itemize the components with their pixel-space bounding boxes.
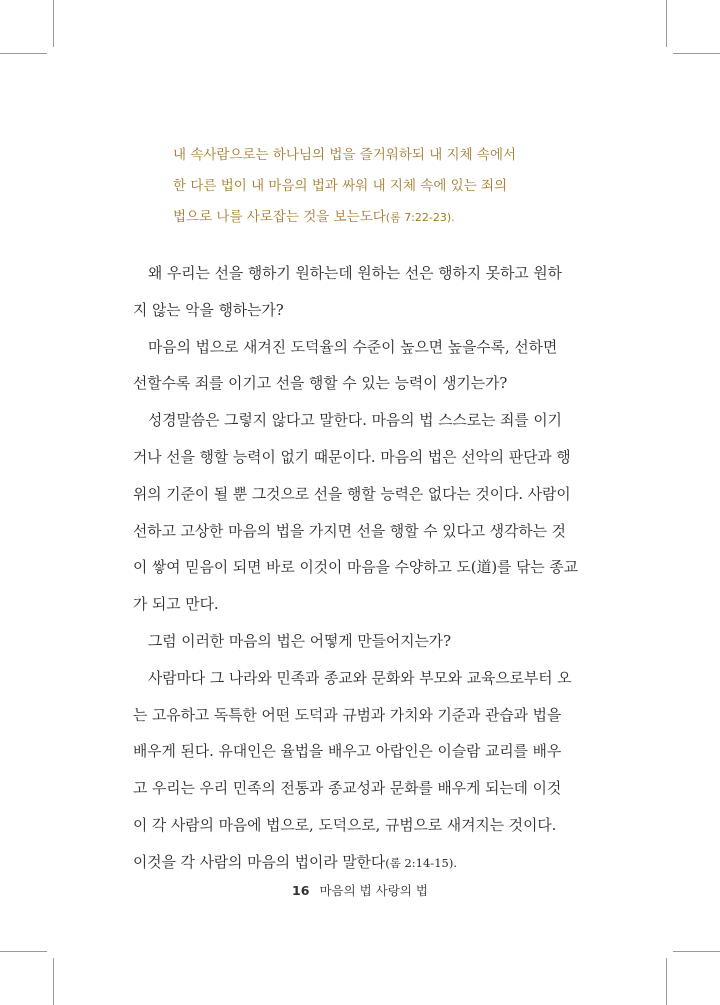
scripture-quote [173, 140, 553, 233]
crop-mark [53, 958, 54, 1005]
text-line: 배우게 된다. 유대인은 율법을 배우고 아랍인은 이슬람 교리를 배우 [133, 743, 562, 761]
crop-mark [0, 951, 47, 952]
crop-mark [666, 958, 667, 1005]
text-line: 마음의 법으로 새겨진 도덕율의 수준이 높으면 높을수록, 선하면 [148, 338, 558, 356]
quote-line-text: 법으로 나를 사로잡는 것을 보는도다 [173, 209, 386, 225]
text-line: 선할수록 죄를 이기고 선을 행할 수 있는 능력이 생기는가? [133, 375, 508, 393]
text-line: 고 우리는 우리 민족의 전통과 종교성과 문화를 배우게 되는데 이것 [133, 780, 562, 798]
text-line: 거나 선을 행할 능력이 없기 때문이다. 마음의 법은 선악의 판단과 행 [133, 448, 571, 466]
text-line: 선하고 고상한 마음의 법을 가지면 선을 행할 수 있다고 생각하는 것 [133, 522, 566, 540]
crop-mark [666, 0, 667, 47]
page-number: 16 [292, 883, 310, 898]
paragraph [133, 403, 579, 624]
text-line: 지 않는 악을 행하는가? [133, 301, 284, 319]
text-line: 사람마다 그 나라와 민족과 종교와 문화와 부모와 교육으로부터 오 [148, 669, 572, 687]
quote-line [173, 202, 553, 233]
running-title: 마음의 법 사랑의 법 [319, 883, 428, 898]
text-line-content: 이것을 각 사람의 마음의 법이라 말한다 [133, 853, 386, 871]
crop-mark [673, 951, 720, 952]
text-line: 그럼 이러한 마음의 법은 어떻게 만들어지는가? [148, 632, 452, 650]
text-line: 위의 기준이 될 뿐 그것으로 선을 행할 능력은 없다는 것이다. 사람이 [133, 485, 571, 503]
text-line: 가 되고 만다. [133, 596, 219, 614]
paragraph [133, 661, 572, 882]
text-line: 왜 우리는 선을 행하기 원하는데 원하는 선은 행하지 못하고 원하 [148, 265, 562, 282]
text-line: 이 쌓여 믿음이 되면 바로 이것이 마음을 수양하고 도(道)를 닦는 종교 [133, 559, 579, 577]
text-line: 성경말씀은 그렇지 않다고 말한다. 마음의 법 스스로는 죄를 이기 [148, 412, 562, 430]
paragraph [133, 624, 553, 661]
paragraph [133, 256, 562, 330]
text-line [133, 845, 553, 882]
quote-line: 내 속사람으로는 하나님의 법을 즐거워하되 내 지체 속에서 [173, 147, 517, 163]
paragraph [133, 330, 558, 404]
crop-mark [673, 53, 720, 54]
text-line: 는 고유하고 독특한 어떤 도덕과 규범과 가치와 기준과 관습과 법을 [133, 706, 562, 724]
text-line: 이 각 사람의 마음에 법으로, 도덕으로, 규범으로 새겨지는 것이다. [133, 816, 557, 834]
quote-reference: (롬 7:22-23). [385, 211, 455, 224]
page-footer [0, 881, 720, 899]
quote-line: 한 다른 법이 내 마음의 법과 싸워 내 지체 속에 있는 죄의 [173, 178, 508, 194]
scripture-reference: (롬 2:14-15). [385, 855, 457, 870]
body-text [133, 256, 579, 882]
crop-mark [53, 0, 54, 47]
crop-mark [0, 53, 47, 54]
